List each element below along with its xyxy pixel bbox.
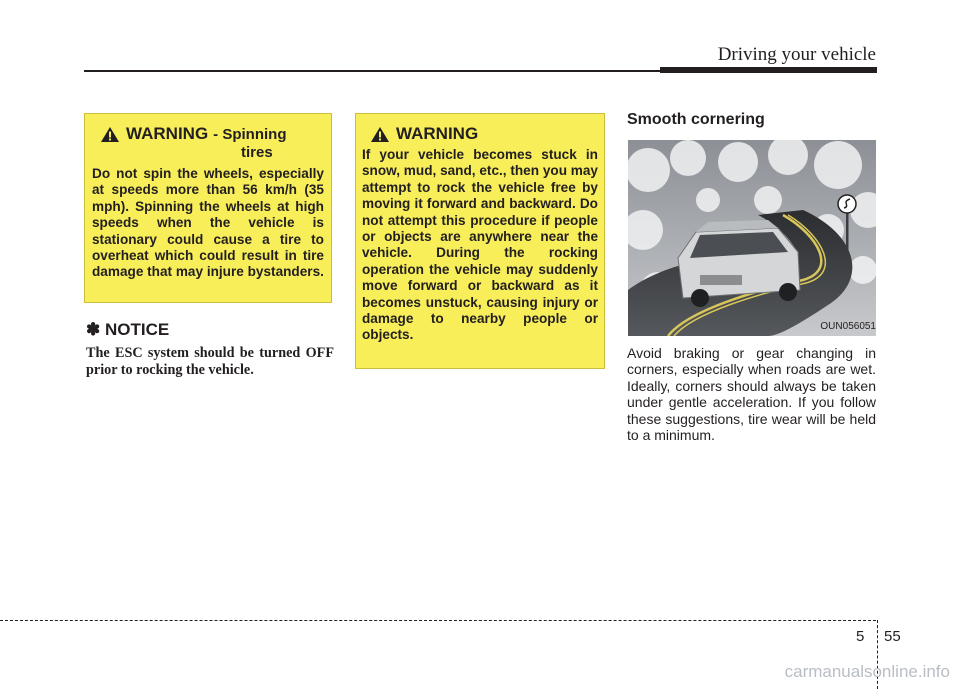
cornering-illustration [628,140,876,336]
warning-box-stuck-vehicle [355,113,605,369]
page-number: 55 [884,628,901,645]
warning-title [370,124,598,144]
warning-label: WARNING [396,124,479,143]
warning-body: Do not spin the wheels, especially at speeds more than 56 km/h (35 mph). Spinning the wheels at high speeds when the vehicle is stationary could cause a tire to overheat which could result in tire damage that may injure bystanders. [92,166,324,280]
header-rule [84,70,660,72]
header-section-title: Driving your vehicle [717,44,876,65]
warning-subtitle: - Spinning [213,126,287,143]
image-reference-id: OUN056051 [820,321,876,332]
header-rule-accent [660,67,877,73]
chapter-number: 5 [856,628,865,645]
section-heading: Smooth cornering [627,111,765,128]
notice-heading: ✽ NOTICE [86,320,170,339]
warning-label: WARNING [126,124,209,143]
warning-subtitle-cont: tires [240,144,273,161]
warning-title [100,124,324,162]
warning-triangle-icon [370,126,390,143]
footer-rule [0,620,876,621]
warning-triangle-icon [100,126,120,143]
warning-body: If your vehicle becomes stuck in snow, mud, sand, etc., then you may attempt to rock the vehicle free by moving it forward and backward. Do not attempt this procedure if people or objects are anywhere near the vehicle. During the rocking operation the vehicle may suddenly move forward or backward as it becomes unstuck, causing injury or damage to nearby people or objects. [362,147,598,343]
watermark: carmanualsonline.info [784,662,950,681]
section-body: Avoid braking or gear changing in corners, especially when roads are wet. Ideally, corners should always be taken under gentle acceleration. If you follow these suggestions, tire wear will be held to a minimum. [627,345,876,444]
suv-illustration [678,220,800,307]
notice-body: The ESC system should be turned OFF prior to rocking the vehicle. [86,345,334,378]
warning-box-spinning-tires [84,113,332,303]
